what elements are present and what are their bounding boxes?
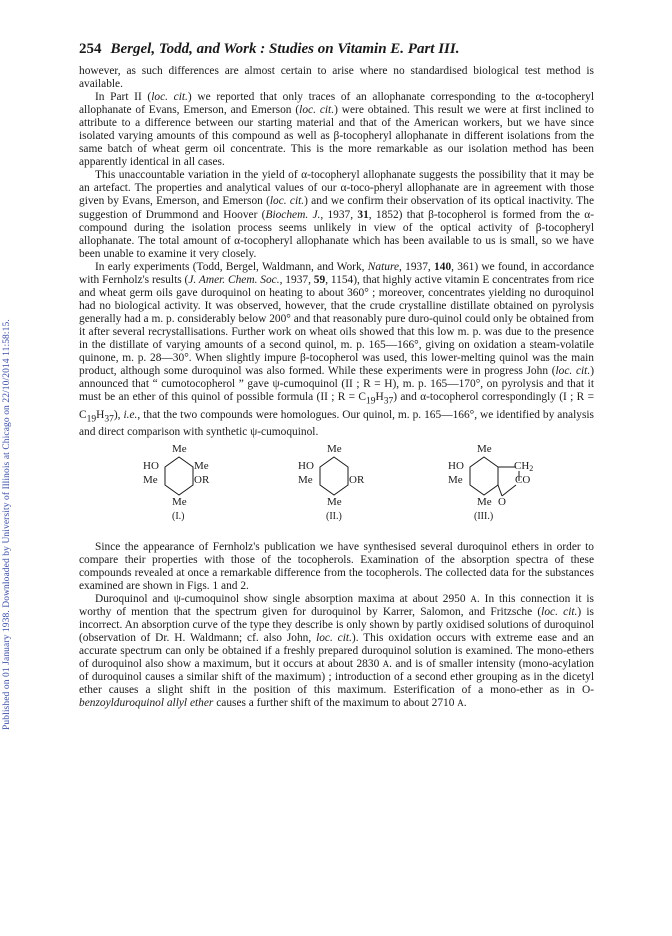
- substituent-left-top: HO: [448, 459, 464, 472]
- substituent-left-bottom: Me: [448, 473, 463, 486]
- substituent-left-top: HO: [298, 459, 314, 472]
- paragraph-continuation: however, as such differences are almost certain to arise where no standardised biological test method is available.: [79, 65, 594, 91]
- running-header: [79, 40, 594, 58]
- structure-number: (I.): [172, 510, 185, 522]
- substituent-bottom: Me: [172, 495, 187, 508]
- structure-i: [119, 443, 229, 553]
- paragraph-early-experiments: In early experiments (Todd, Bergel, Waldmann, and Work, Nature, 1937, 140, 361) we found, in accordance with Fernholz's results (J. Amer. Chem. Soc., 1937, 59, 1154), that highly active vitamin E concentrates from rice and wheat germ oils gave duroquinol on heating to about 360° ; moreover, concentrates yielding no duroquinol had no biological activity. It was observed, however, that the crude crystalline distillate obtained on pyrolysis generally had a m. p. considerably below 200° and that reasonably pure duro-quinol could only be obtained from it after several recrystallisations. Further work on wheat oils showed that this low m. p. was due to the presence in the distillate of varying amounts of a second quinol, m. p. 165—166°, giving on oxidation a steam-volatile quinone, m. p. 28—30°. When slightly impure β-tocopherol was used, this lower-melting quinol was the main product, although some duroquinol was also formed. While these experiments were in progress John (loc. cit.) announced that “ cumotocopherol ” gave ψ-cumoquinol (II ; R = H), m. p. 165—170°, on pyrolysis and that it must be an ether of this quinol of possible formula (II ; $R = C_{19}H_{37}$) and α-tocopherol correspondingly (I ; $R = C_{19}H_{37}$), i.e., that the two compounds were homologues. Our quinol, m. p. 165—166°, we identified by analysis and direct comparison with synthetic ψ-cumoquinol.: [79, 260, 595, 438]
- substituent-right-bottom: OR: [194, 473, 210, 486]
- substituent-co: CO: [515, 473, 531, 486]
- substituent-left-top: HO: [143, 459, 159, 472]
- journal-page: [79, 40, 594, 710]
- ring-oxygen: O: [498, 495, 506, 508]
- substituent-top: Me: [477, 442, 492, 455]
- substituent-left-bottom: Me: [298, 473, 313, 486]
- structure-iii: [424, 443, 534, 553]
- chemical-structures: [79, 443, 594, 553]
- substituent-top: Me: [172, 442, 187, 455]
- page-number: 254: [79, 41, 102, 57]
- substituent-ch2: $CH_2$: [514, 459, 534, 473]
- substituent-right-top: Me: [194, 459, 209, 472]
- substituent-top: Me: [327, 442, 342, 455]
- substituent-left-bottom: Me: [143, 473, 158, 486]
- running-title: Bergel, Todd, and Work : Studies on Vitamin E. Part III.: [110, 41, 460, 57]
- structure-number: (III.): [474, 510, 494, 522]
- paragraph-allophanate: This unaccountable variation in the yield of α-tocopheryl allophanate suggests the possibility that it may be an artefact. The properties and analytical values of our α-toco-pheryl allophanate are in agreement with those given by Evans, Emerson, and Emerson (loc. cit.) and we confirm their observation of its optical inactivity. The suggestion of Drummond and Hoover (Biochem. J., 1937, 31, 1852) that β-tocopherol is formed from the α-compound during the isolation process seems unlikely in view of the optical activity of β-tocopheryl allophanate. The total amount of α-tocopheryl allophanate which has been available to us is small, so we have been unable to examine it very closely.: [79, 169, 595, 260]
- paragraph-part-ii: In Part II (loc. cit.) we reported that only traces of an allophanate corresponding to the α-tocopheryl allophanate of Evans, Emerson, and Emerson (loc. cit.) were obtained. This result we were at first inclined to attribute to a difference between our starting material and that of the American workers, but we have since isolated varying amounts of this compound as well as β-tocopheryl allophanate in different isolations from the same batch of wheat germ oil concentrate. This is the more remarkable as our isolation method has been apparently identical in all cases.: [79, 91, 594, 169]
- substituent-bottom: Me: [477, 495, 492, 508]
- substituent-bottom: Me: [327, 495, 342, 508]
- download-provenance-note: Published on 01 January 1938. Downloaded by University of Illinois at Chicago on 22/10/2014 11:58:15.: [2, 319, 12, 730]
- structure-number: (II.): [326, 510, 342, 522]
- paragraph-ethers: Since the appearance of Fernholz's publication we have synthesised several duroquinol ethers in order to compare their properties with those of the tocopherols. Examination of the absorption spectra of these compounds revealed at once a remarkable difference from the tocopherols. The collected data for the substances examined are shown in Figs. 1 and 2.: [79, 540, 594, 593]
- paragraph-absorption: Duroquinol and ψ-cumoquinol show single absorption maxima at about 2950 A. In this connection it is worthy of mention that the spectrum given for duroquinol by Karrer, Salomon, and Fritzsche (loc. cit.) is incorrect. An absorption curve of the type they describe is only shown by partly oxidised solutions of duroquinol (observation of Dr. H. Waldmann; cf. also John, loc. cit.). This oxidation occurs with extreme ease and an accurate spectrum can only be obtained if a freshly prepared duroquinol solution is examined. The mono-ethers of duroquinol also show a maximum, but it occurs at about 2830 A. and is of smaller intensity (mono-acylation of duroquinol causes a similar shift of the maximum) ; introduction of a second ether grouping as in the dicetyl ether causes a slight shift in the position of this maximum. Esterification of a mono-ether as in O-benzoylduroquinol allyl ether causes a further shift of the maximum to about 2710 A.: [79, 593, 594, 710]
- substituent-right-bottom: OR: [349, 473, 365, 486]
- structure-ii: [274, 443, 384, 553]
